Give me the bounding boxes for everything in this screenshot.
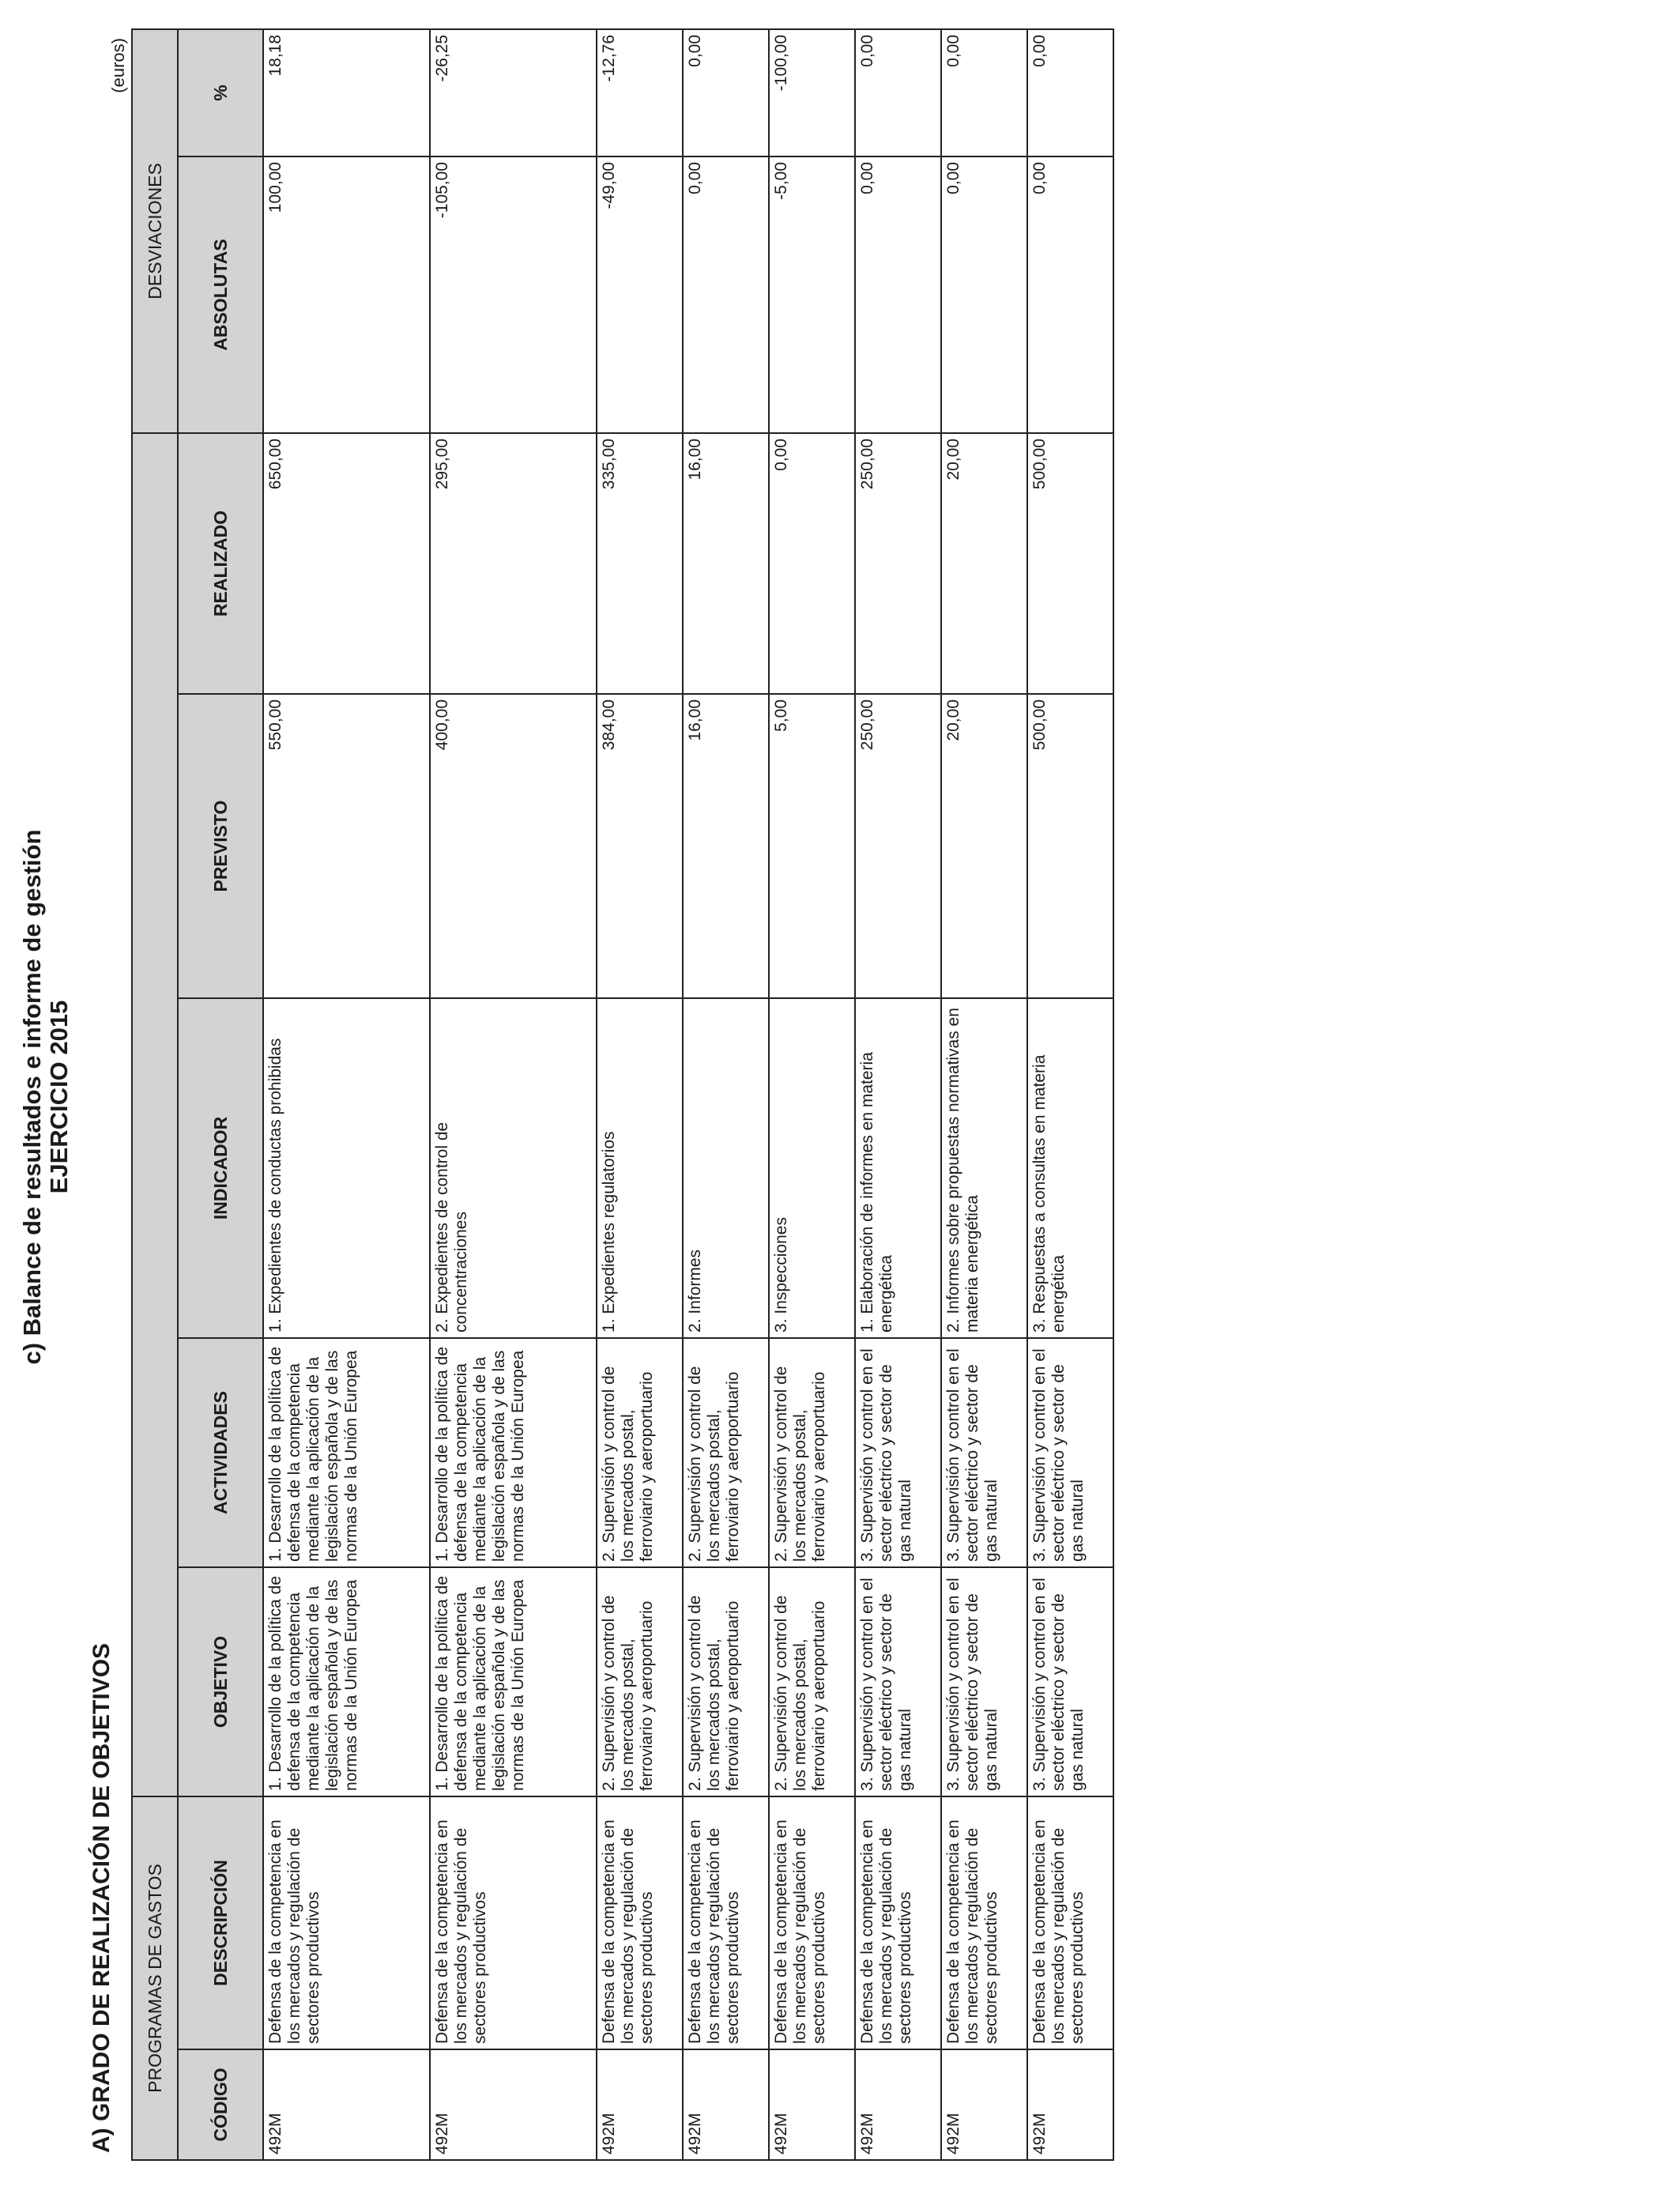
cell-realizado: 500,00 xyxy=(1027,433,1113,694)
cell-porcentaje: 0,00 xyxy=(941,29,1027,156)
cell-objetivo: 2. Supervisión y control de los mercados postal, ferroviario y aeroportuario xyxy=(683,1567,769,1796)
cell-descripcion: Defensa de la competencia en los mercados y regulación de sectores productivos xyxy=(1027,1796,1113,2049)
cell-actividades: 1. Desarrollo de la política de defensa de la competencia mediante la aplicación de la legislación española y de las normas de la Unión Europea xyxy=(263,1338,430,1567)
cell-actividades: 2. Supervisión y control de los mercados postal, ferroviario y aeroportuario xyxy=(597,1338,683,1567)
cell-actividades: 2. Supervisión y control de los mercados postal, ferroviario y aeroportuario xyxy=(769,1338,855,1567)
cell-indicador: 1. Expedientes regulatorios xyxy=(597,998,683,1338)
cell-objetivo: 2. Supervisión y control de los mercados postal, ferroviario y aeroportuario xyxy=(769,1567,855,1796)
unit-note: (euros) xyxy=(108,38,128,93)
cell-previsto: 400,00 xyxy=(430,694,597,998)
cell-porcentaje: -26,25 xyxy=(430,29,597,156)
cell-descripcion: Defensa de la competencia en los mercados y regulación de sectores productivos xyxy=(941,1796,1027,2049)
cell-realizado: 20,00 xyxy=(941,433,1027,694)
cell-actividades: 2. Supervisión y control de los mercados postal, ferroviario y aeroportuario xyxy=(683,1338,769,1567)
cell-porcentaje: 0,00 xyxy=(683,29,769,156)
cell-porcentaje: -12,76 xyxy=(597,29,683,156)
section-title: A) GRADO DE REALIZACIÓN DE OBJETIVOS xyxy=(89,1642,115,2153)
cell-actividades: 3. Supervisión y control en el sector eléctrico y sector de gas natural xyxy=(1027,1338,1113,1567)
cell-objetivo: 1. Desarrollo de la política de defensa de la competencia mediante la aplicación de la legislación española y de las normas de la Unión Europea xyxy=(430,1567,597,1796)
cell-actividades: 1. Desarrollo de la política de defensa de la competencia mediante la aplicación de la legislación española y de las normas de la Unión Europea xyxy=(430,1338,597,1567)
cell-codigo: 492M xyxy=(1027,2049,1113,2160)
cell-codigo: 492M xyxy=(683,2049,769,2160)
table-row xyxy=(683,29,769,2160)
cell-indicador: 3. Respuestas a consultas en materia energética xyxy=(1027,998,1113,1338)
cell-absolutas: -5,00 xyxy=(769,156,855,433)
cell-codigo: 492M xyxy=(597,2049,683,2160)
table-row xyxy=(597,29,683,2160)
cell-objetivo: 3. Supervisión y control en el sector eléctrico y sector de gas natural xyxy=(1027,1567,1113,1796)
cell-indicador: 1. Elaboración de informes en materia energética xyxy=(855,998,941,1338)
group-header-programas: PROGRAMAS DE GASTOS xyxy=(132,1796,178,2160)
cell-objetivo: 3. Supervisión y control en el sector eléctrico y sector de gas natural xyxy=(941,1567,1027,1796)
cell-codigo: 492M xyxy=(941,2049,1027,2160)
cell-absolutas: 0,00 xyxy=(941,156,1027,433)
cell-realizado: 250,00 xyxy=(855,433,941,694)
cell-objetivo: 3. Supervisión y control en el sector eléctrico y sector de gas natural xyxy=(855,1567,941,1796)
header-objetivo: OBJETIVO xyxy=(178,1567,263,1796)
cell-descripcion: Defensa de la competencia en los mercados y regulación de sectores productivos xyxy=(683,1796,769,2049)
document-subtitle: EJERCICIO 2015 xyxy=(45,1000,73,1194)
cell-indicador: 3. Inspecciones xyxy=(769,998,855,1338)
cell-indicador: 2. Informes xyxy=(683,998,769,1338)
cell-objetivo: 1. Desarrollo de la política de defensa de la competencia mediante la aplicación de la legislación española y de las normas de la Unión Europea xyxy=(263,1567,430,1796)
header-descripcion: DESCRIPCIÓN xyxy=(178,1796,263,2049)
header-porcentaje: % xyxy=(178,29,263,156)
header-indicador: INDICADOR xyxy=(178,998,263,1338)
group-header-desviaciones: DESVIACIONES xyxy=(132,29,178,433)
cell-realizado: 335,00 xyxy=(597,433,683,694)
cell-realizado: 16,00 xyxy=(683,433,769,694)
header-actividades: ACTIVIDADES xyxy=(178,1338,263,1567)
header-realizado: REALIZADO xyxy=(178,433,263,694)
cell-indicador: 1. Expedientes de conductas prohibidas xyxy=(263,998,430,1338)
cell-absolutas: -105,00 xyxy=(430,156,597,433)
cell-previsto: 250,00 xyxy=(855,694,941,998)
cell-porcentaje: -100,00 xyxy=(769,29,855,156)
header-codigo: CÓDIGO xyxy=(178,2049,263,2160)
cell-codigo: 492M xyxy=(855,2049,941,2160)
cell-porcentaje: 0,00 xyxy=(855,29,941,156)
table-row xyxy=(430,29,597,2160)
cell-descripcion: Defensa de la competencia en los mercados y regulación de sectores productivos xyxy=(769,1796,855,2049)
cell-codigo: 492M xyxy=(263,2049,430,2160)
cell-actividades: 3. Supervisión y control en el sector eléctrico y sector de gas natural xyxy=(941,1338,1027,1567)
cell-realizado: 0,00 xyxy=(769,433,855,694)
cell-absolutas: 100,00 xyxy=(263,156,430,433)
cell-absolutas: 0,00 xyxy=(855,156,941,433)
cell-descripcion: Defensa de la competencia en los mercados y regulación de sectores productivos xyxy=(263,1796,430,2049)
table-row xyxy=(855,29,941,2160)
table-row xyxy=(1027,29,1113,2160)
cell-codigo: 492M xyxy=(430,2049,597,2160)
cell-porcentaje: 0,00 xyxy=(1027,29,1113,156)
cell-objetivo: 2. Supervisión y control de los mercados postal, ferroviario y aeroportuario xyxy=(597,1567,683,1796)
cell-previsto: 500,00 xyxy=(1027,694,1113,998)
cell-previsto: 384,00 xyxy=(597,694,683,998)
cell-indicador: 2. Informes sobre propuestas normativas en materia energética xyxy=(941,998,1027,1338)
cell-indicador: 2. Expedientes de control de concentraciones xyxy=(430,998,597,1338)
cell-codigo: 492M xyxy=(769,2049,855,2160)
objectives-table xyxy=(131,28,1114,2161)
table-row xyxy=(941,29,1027,2160)
cell-realizado: 650,00 xyxy=(263,433,430,694)
table-row xyxy=(263,29,430,2160)
cell-absolutas: 0,00 xyxy=(683,156,769,433)
header-absolutas: ABSOLUTAS xyxy=(178,156,263,433)
group-header-spacer xyxy=(132,433,178,1796)
cell-previsto: 5,00 xyxy=(769,694,855,998)
cell-descripcion: Defensa de la competencia en los mercados y regulación de sectores productivos xyxy=(430,1796,597,2049)
cell-porcentaje: 18,18 xyxy=(263,29,430,156)
cell-previsto: 20,00 xyxy=(941,694,1027,998)
cell-descripcion: Defensa de la competencia en los mercados y regulación de sectores productivos xyxy=(855,1796,941,2049)
cell-previsto: 550,00 xyxy=(263,694,430,998)
cell-actividades: 3. Supervisión y control en el sector eléctrico y sector de gas natural xyxy=(855,1338,941,1567)
table-row xyxy=(769,29,855,2160)
header-previsto: PREVISTO xyxy=(178,694,263,998)
cell-realizado: 295,00 xyxy=(430,433,597,694)
cell-previsto: 16,00 xyxy=(683,694,769,998)
document-title: c) Balance de resultados e informe de gestión xyxy=(18,829,46,1365)
cell-absolutas: -49,00 xyxy=(597,156,683,433)
cell-absolutas: 0,00 xyxy=(1027,156,1113,433)
cell-descripcion: Defensa de la competencia en los mercados y regulación de sectores productivos xyxy=(597,1796,683,2049)
